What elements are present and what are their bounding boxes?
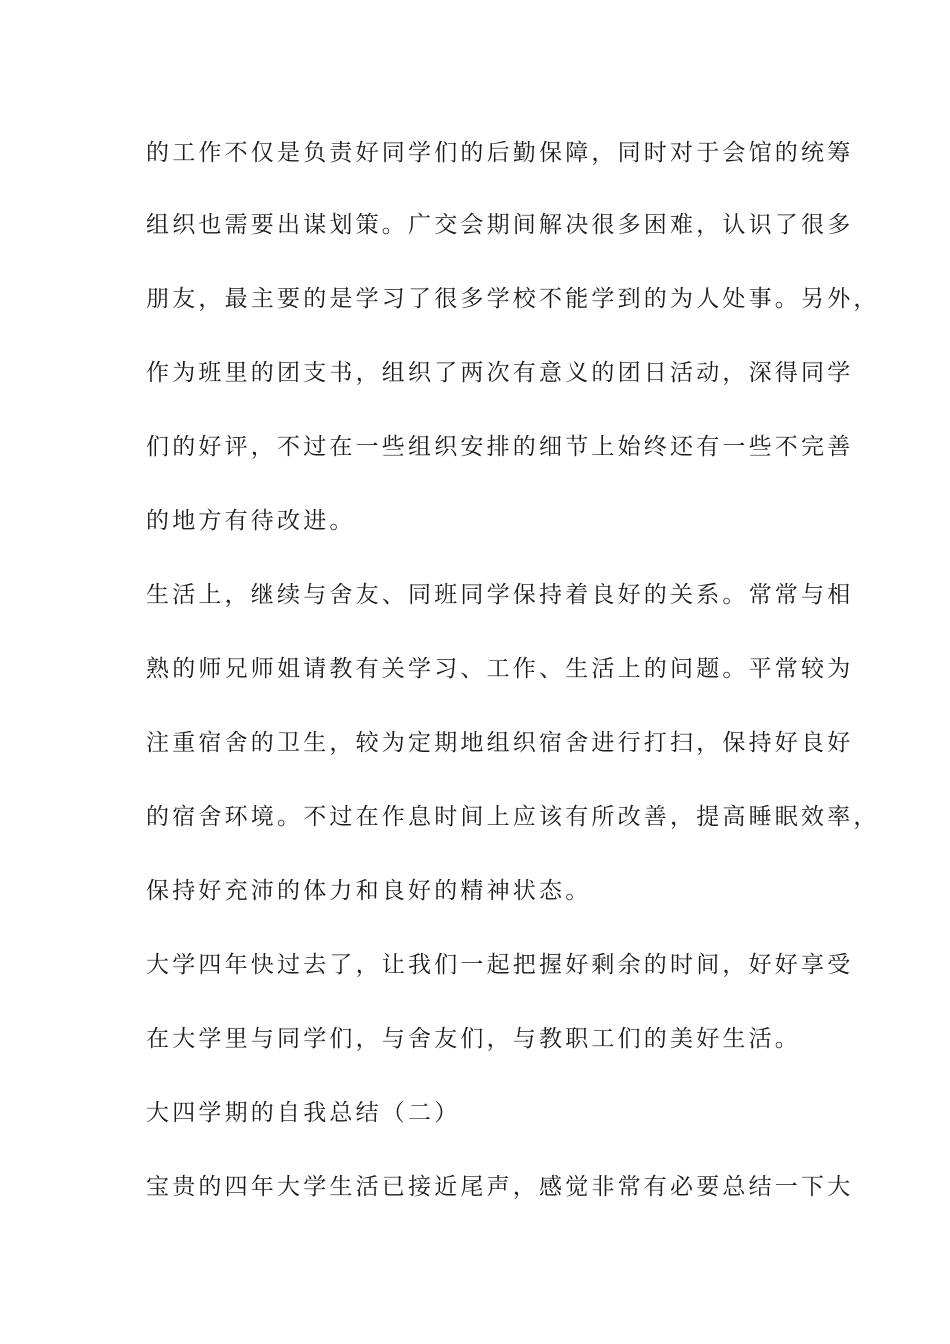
text-line: 在大学里与同学们，与舍友们，与教职工们的美好生活。 [146,1026,801,1052]
text-line: 组织也需要出谋划策。广交会期间解决很多困难，认识了很多 [146,212,854,238]
text-line: 注重宿舍的卫生，较为定期地组织宿舍进行打扫，保持好良好 [146,730,854,756]
section-heading: 大四学期的自我总结（二） [146,1100,461,1126]
text-line: 作为班里的团支书，组织了两次有意义的团日活动，深得同学 [146,360,854,386]
paragraph-start-line: 大学四年快过去了，让我们一起把握好剩余的时间，好好享受 [146,952,854,978]
text-line: 们的好评，不过在一些组织安排的细节上始终还有一些不完善 [146,434,854,460]
text-line: 的宿舍环境。不过在作息时间上应该有所改善，提高睡眠效率， [146,804,880,830]
text-line: 熟的师兄师姐请教有关学习、工作、生活上的问题。平常较为 [146,656,854,682]
paragraph-start-line: 生活上，继续与舍友、同班同学保持着良好的关系。常常与相 [146,582,854,608]
text-line: 的地方有待改进。 [146,508,356,534]
text-line: 保持好充沛的体力和良好的精神状态。 [146,878,592,904]
paragraph-start-line: 宝贵的四年大学生活已接近尾声，感觉非常有必要总结一下大 [146,1174,854,1200]
text-line: 的工作不仅是负责好同学们的后勤保障，同时对于会馆的统筹 [146,140,854,166]
text-line: 朋友，最主要的是学习了很多学校不能学到的为人处事。另外， [146,286,880,312]
